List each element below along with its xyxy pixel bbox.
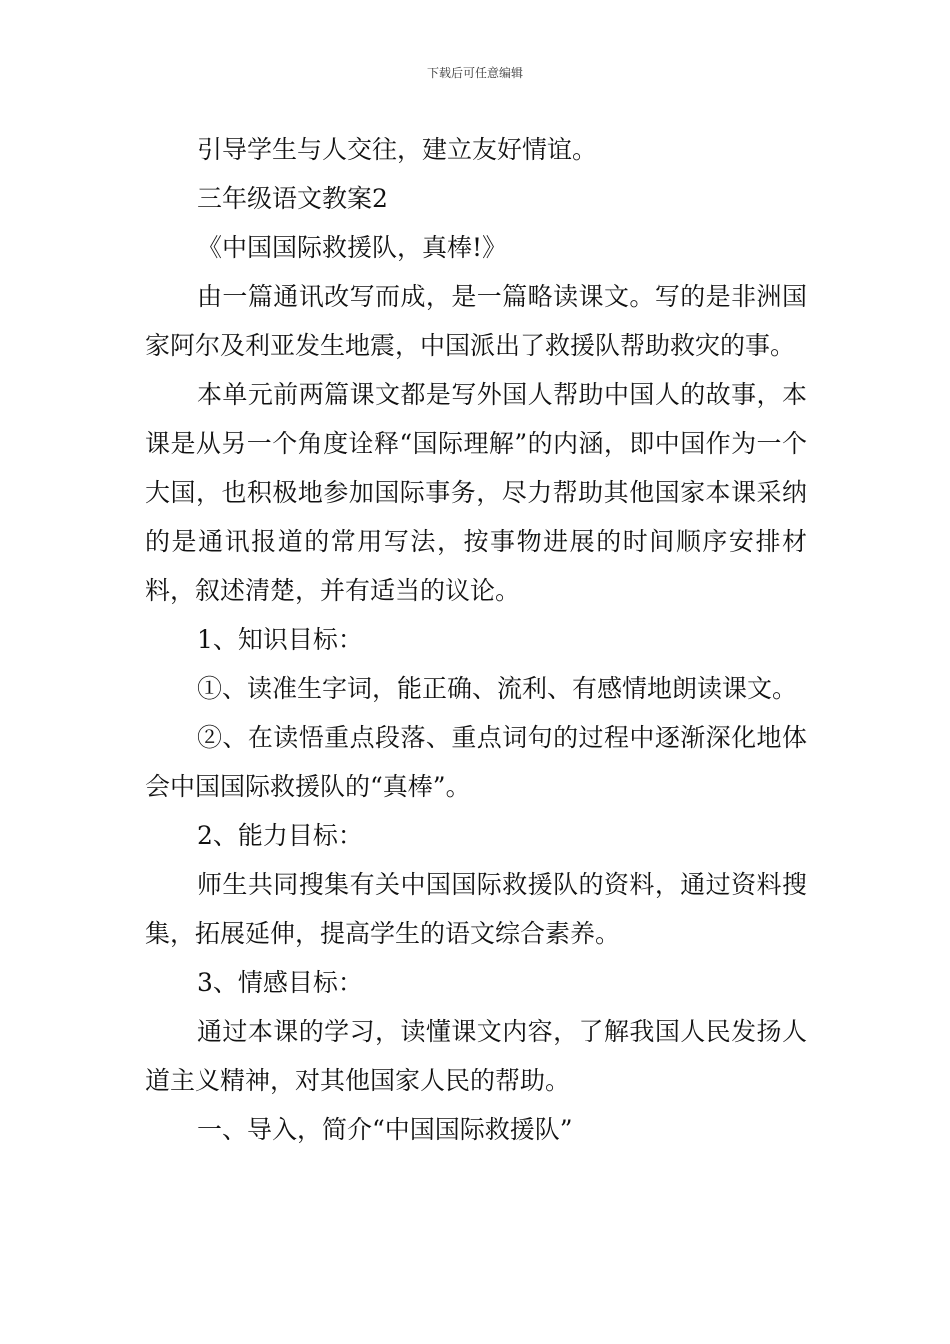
list-item: ②、在读悟重点段落、重点词句的过程中逐渐深化地体会中国国际救援队的“真棒”。 xyxy=(145,723,807,801)
lesson-title: 《中国国际救援队，真棒!》 xyxy=(197,233,508,262)
paragraph: 师生共同搜集有关中国国际救援队的资料，通过资料搜集，拓展延伸，提高学生的语文综合素养。 xyxy=(145,870,807,948)
paragraph: 本单元前两篇课文都是写外国人帮助中国人的故事，本课是从另一个角度诠释“国际理解”的内涵，即中国作为一个大国，也积极地参加国际事务，尽力帮助其他国家本课采纳的是通讯报道的常用写法，按事物进展的时间顺序安排材料，叙述清楚，并有适当的议论。 xyxy=(145,380,807,605)
objective-heading: 2、能力目标： xyxy=(197,821,363,850)
paragraph: 由一篇通讯改写而成，是一篇略读课文。写的是非洲国家阿尔及利亚发生地震，中国派出了救援队帮助救灾的事。 xyxy=(145,282,807,360)
page-header-note: 下载后可任意编辑 xyxy=(426,66,523,80)
paragraph: 通过本课的学习，读懂课文内容，了解我国人民发扬人道主义精神，对其他国家人民的帮助。 xyxy=(145,1017,807,1095)
objective-heading: 1、知识目标： xyxy=(197,625,363,654)
section-title: 三年级语文教案2 xyxy=(197,184,388,213)
step-heading: 一、导入，简介“中国国际救援队” xyxy=(197,1115,573,1144)
paragraph: 引导学生与人交往，建立友好情谊。 xyxy=(197,135,598,164)
list-item: ①、读准生字词，能正确、流利、有感情地朗读课文。 xyxy=(197,674,798,703)
document-body xyxy=(145,125,807,1154)
objective-heading: 3、情感目标： xyxy=(197,968,363,997)
